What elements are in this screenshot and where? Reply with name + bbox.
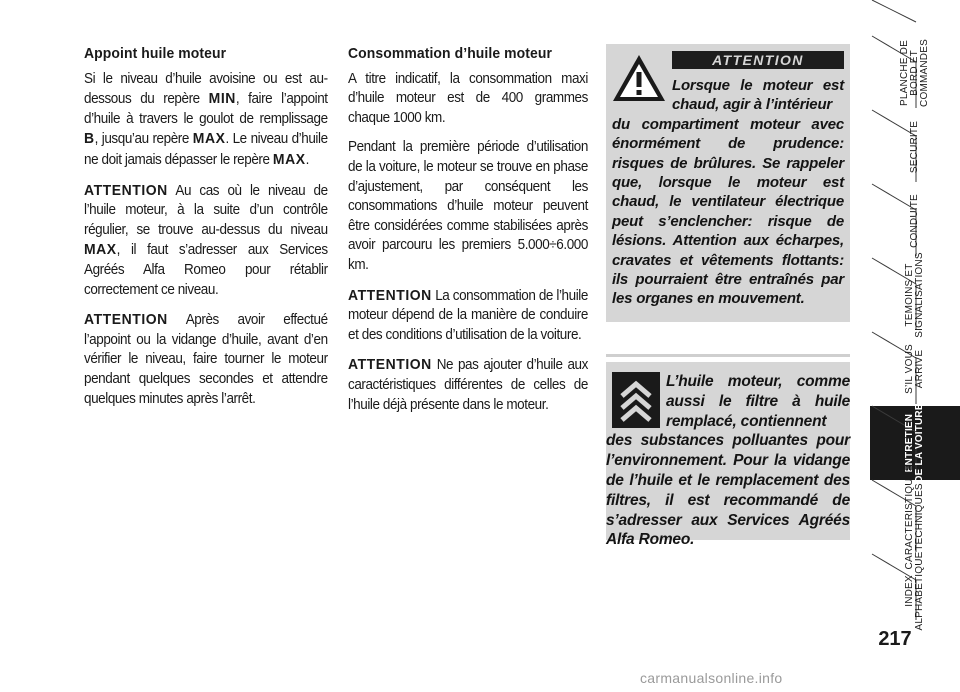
watermark: carmanualsonline.info [640,670,783,686]
paragraph: ATTENTION Après avoir effectué l’appoint ou la vidange d’huile, avant d’en vérifier le niveau, faire tourner le moteur pendant quelques secondes et attendre quelques minutes après l’arrêt. [84,311,328,407]
sidebar-tab-2[interactable] [870,110,960,184]
paragraph: Si le niveau d’huile avoisine ou est au-dessous du repère MIN, faire l’appoint d’huile à travers le goulot de remplissage B, jusqu’au repère MAX. Le niveau d’huile ne doit jamais dépasser le repère MAX. [84,70,328,168]
warning-banner: ATTENTION [672,51,844,69]
chapter-sidebar [870,0,960,692]
environment-text: L’huile moteur, comme aussi le filtre à huile remplacé, contiennent des substances polluantes pour l’environnement. Pour la vidange de l’huile et le remplacement des filtres, il est recommandé de s’adresser aux Services Agréés Alfa Romeo. [606,373,850,549]
sidebar-tab-8[interactable] [870,551,960,631]
sidebar-tab-label: S’IL VOUS ARRIVE [904,344,925,394]
sidebar-tab-label: SECURITE [909,120,920,174]
sidebar-tab-label: INDEX ALPHABETIQUE [904,551,925,631]
sidebar-tab-label: ENTRETIEN DE LA VOITURE [904,403,925,483]
paragraph: ATTENTION La consommation de l’huile moteur dépend de la manière de conduire et des conditions d’utilisation de la voiture. [348,286,588,343]
sidebar-tab-5[interactable] [870,332,960,406]
warning-text: Lorsque le moteur est chaud, agir à l’intérieur du compartiment moteur avec énormément de prudence: risques de brûlures. Se rappeler que, lorsque le moteur est chaud, le ventilateur électrique peut s’enclencher: risque de lésions. Attention aux écharpes, cravates et vêtements flottants: ils pourraient être entraînés par les organes en mouvement. [612,77,844,308]
divider [606,354,850,357]
sidebar-tab-4[interactable] [870,252,960,338]
paragraph: Pendant la première période d’utilisation de la voiture, le moteur se trouve en phase d’ajustement, par conséquent les consommations d’huile moteur peuvent être considérées comme stabilisées après avoir parcouru les premiers 5.000÷6.000 km. [348,139,588,273]
paragraph: ATTENTION Ne pas ajouter d’huile aux caractéristiques différentes de celles de l’huile déjà présente dans le moteur. [348,356,588,413]
sidebar-tab-3[interactable] [870,184,960,258]
sidebar-tab-7[interactable] [870,464,960,570]
paragraph: ATTENTION Au cas où le niveau de l’huile moteur, à la suite d’un contrôle régulier, se trouve au-dessus du niveau MAX, il faut s’adresser aux Services Agréés Alfa Romeo pour rétablir correctement ce niveau. [84,181,328,298]
page-number: 217 [878,628,912,650]
environment-box [606,362,850,549]
sidebar-tab-label: CONDUITE [909,194,920,248]
heading-appoint: Appoint huile moteur [84,45,227,62]
sidebar-tab-label: CARACTERISTIQUES TECHNIQUES [904,464,925,570]
sidebar-tab-label: TEMOINS ET SIGNALISATIONS [904,252,925,338]
sidebar-tab-label: PLANCHE DE BORD ET COMMANDES [899,39,930,107]
sidebar-tab-divider [872,0,916,22]
heading-consommation: Consommation d’huile moteur [348,45,553,62]
sidebar-tab-1[interactable] [870,36,960,110]
column-middle [348,44,588,425]
warning-box [606,44,850,322]
paragraph: A titre indicatif, la consommation maxi d’huile moteur est de 400 grammes chaque 1000 km. [348,70,588,126]
column-left [84,44,328,419]
